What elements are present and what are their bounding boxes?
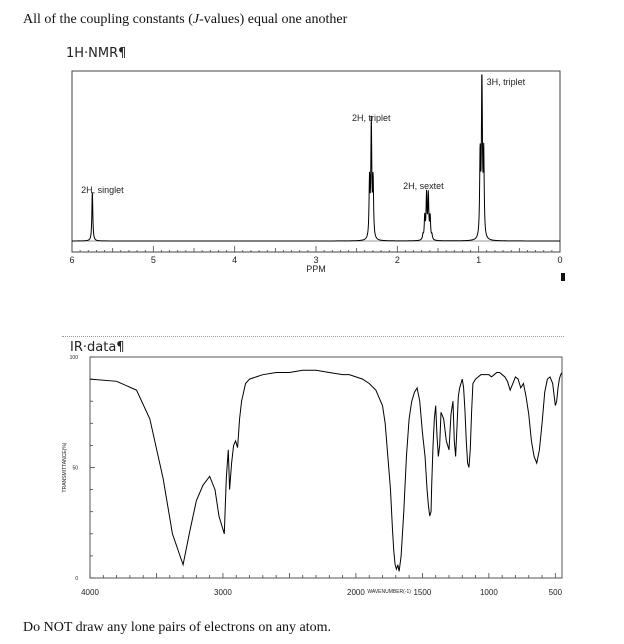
nmr-x-tick-label: 5 [150, 255, 156, 265]
nmr-section-label: 1H·NMR¶ [66, 46, 127, 61]
j-symbol: J [192, 12, 200, 27]
nmr-plot-frame [72, 71, 560, 252]
ir-x-tick-label: 1000 [479, 588, 498, 597]
nmr-peak-label: 3H, triplet [486, 77, 526, 87]
nmr-peak-label: 2H, triplet [352, 113, 391, 123]
ir-x-axis-label: WAVENUMBER(-1) [367, 589, 411, 595]
nmr-x-tick-label: 2 [394, 255, 400, 265]
ir-y-tick-label: 50 [72, 465, 78, 472]
ir-x-tick-label: 4000 [81, 588, 99, 597]
pilcrow-mark: ¶ [116, 340, 125, 355]
nmr-peak-label: 2H, singlet [81, 185, 124, 195]
nmr-x-tick-label: 0 [557, 255, 563, 265]
nmr-spectrum-line [72, 75, 560, 241]
ir-section-label: IR·data¶ [70, 340, 125, 355]
ir-y-axis-label: TRANSMITTANCE(%) [62, 442, 68, 493]
nmr-x-tick-label: 6 [69, 255, 75, 265]
ir-spectrum-line [90, 370, 562, 571]
pilcrow-mark: ¶ [118, 46, 127, 61]
nmr-x-tick-label: 3 [313, 255, 319, 265]
ir-x-tick-label: 3000 [214, 588, 232, 597]
ir-x-tick-label: 500 [548, 588, 563, 597]
ir-x-tick-label: 1500 [413, 588, 432, 597]
nmr-x-tick-label: 1 [476, 255, 482, 265]
ir-y-tick-label: 0 [75, 576, 78, 582]
ir-y-tick-label: 100 [69, 355, 78, 361]
intro-text: All of the coupling constants (J-values) equal one another [23, 12, 348, 27]
ir-x-tick-label: 2000 [347, 588, 365, 597]
nmr-x-axis-label: PPM [306, 264, 326, 274]
nmr-peak-label: 2H, sextet [403, 181, 444, 191]
footer-text: Do NOT draw any lone pairs of electrons on any atom. [23, 620, 332, 635]
nmr-x-tick-label: 4 [232, 255, 238, 265]
